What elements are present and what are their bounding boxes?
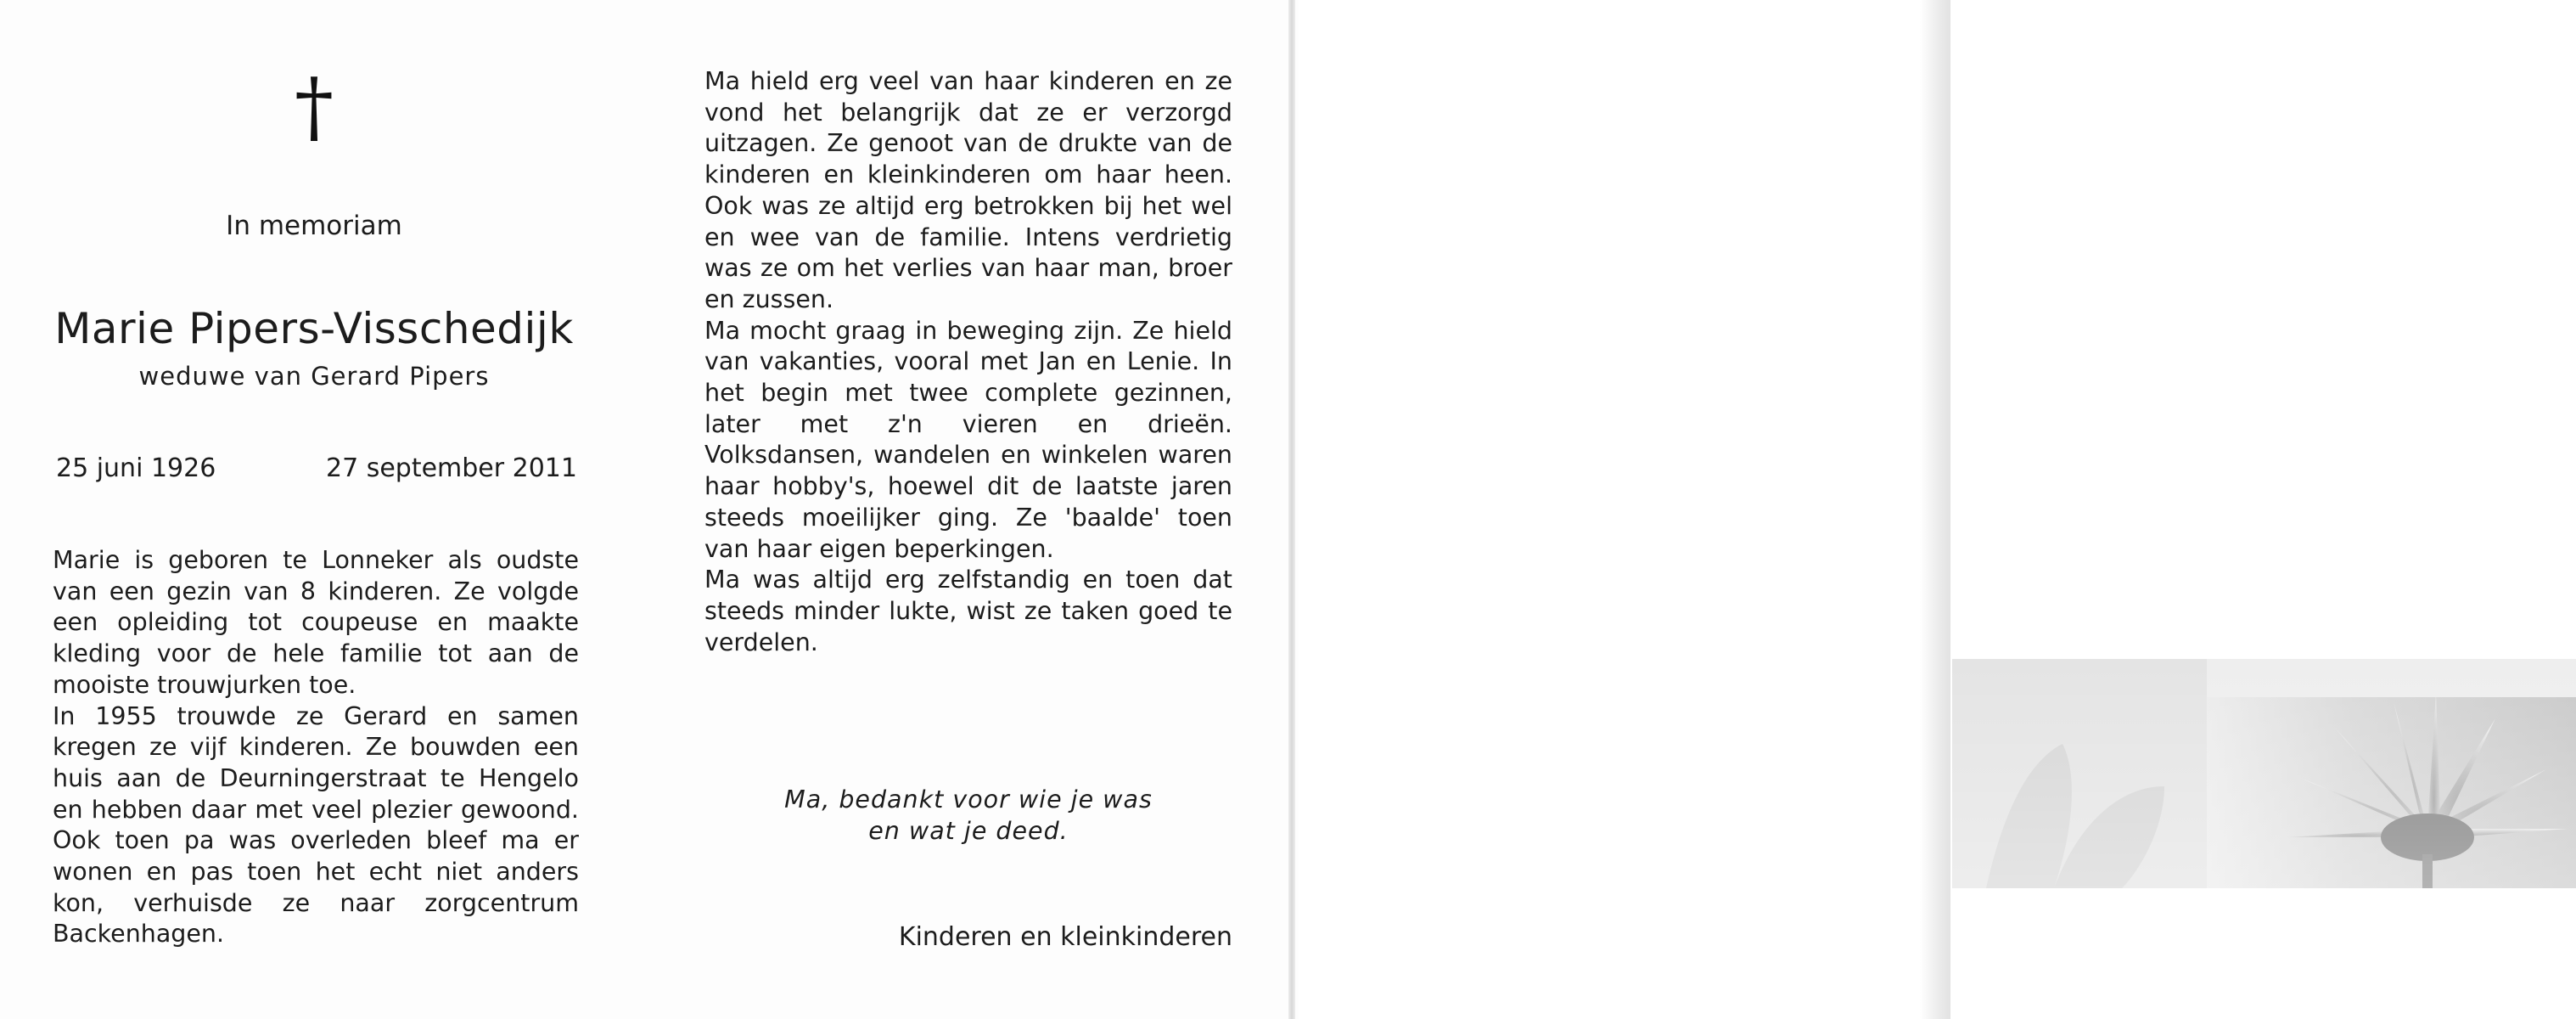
fold-line bbox=[1288, 0, 1295, 1019]
front-right-panel bbox=[704, 0, 1232, 1019]
signature: Kinderen en kleinkinderen bbox=[898, 922, 1232, 952]
biography-paragraph: Ma mocht graag in beweging zijn. Ze hield van vakanties, vooral met Jan en Lenie. In het begin met twee complete gezinnen, later met z'n vieren en drieën. Volksdansen, wandelen en winkelen waren haar hobby's, hoewel dit de laatste jaren steeds moeilijker ging. Ze 'baalde' toen van haar eigen beperkingen. bbox=[704, 316, 1232, 563]
biography-paragraph: In 1955 trouwde ze Gerard en samen kregen ze vijf kinderen. Ze bouwden een huis aan de Deurningerstraat te Hengelo en hebben daar met veel plezier gewoond. Ook toen pa was overleden bleef ma er wonen en pas toen het echt niet anders kon, verhuisde ze naar zorgcentrum Backenhagen. bbox=[53, 701, 579, 949]
biography-right bbox=[704, 66, 1232, 658]
widow-line: weduwe van Gerard Pipers bbox=[138, 362, 490, 391]
biography-left bbox=[53, 545, 579, 950]
birth-date: 25 juni 1926 bbox=[56, 453, 216, 483]
biography-paragraph: Ma was altijd erg zelfstandig en toen dat steeds minder lukte, wist ze taken goed te verdelen. bbox=[704, 566, 1232, 656]
deceased-name: Marie Pipers-Visschedijk bbox=[54, 304, 574, 353]
flower-photo-icon bbox=[1952, 659, 2576, 888]
biography-paragraph: Marie is geboren te Lonneker als oudste van een gezin van 8 kinderen. Ze volgde een opleiding tot coupeuse en maakte kleding voor de hele familie tot aan de mooiste trouwjurken toe. bbox=[53, 546, 579, 699]
thanks-text bbox=[704, 785, 1232, 847]
cross-icon: † bbox=[295, 61, 334, 152]
death-date: 27 september 2011 bbox=[325, 453, 577, 483]
panel-edge-shadow bbox=[1920, 0, 1950, 1019]
thanks-line: en wat je deed. bbox=[868, 816, 1069, 845]
front-left-panel bbox=[51, 0, 577, 1019]
thanks-line: Ma, bedankt voor wie je was bbox=[784, 785, 1153, 814]
biography-paragraph: Ma hield erg veel van haar kinderen en ze vond het belangrijk dat ze er verzorgd uitzagen. Ze genoot van de drukte van de kinderen en kleinkinderen om haar heen. Ook was ze altijd erg betrokken bij het wel en wee van de familie. Intens verdrietig was ze om het verlies van haar man, broer en zussen. bbox=[704, 67, 1232, 313]
dates-row bbox=[56, 453, 577, 483]
in-memoriam-label: In memoriam bbox=[226, 211, 402, 241]
